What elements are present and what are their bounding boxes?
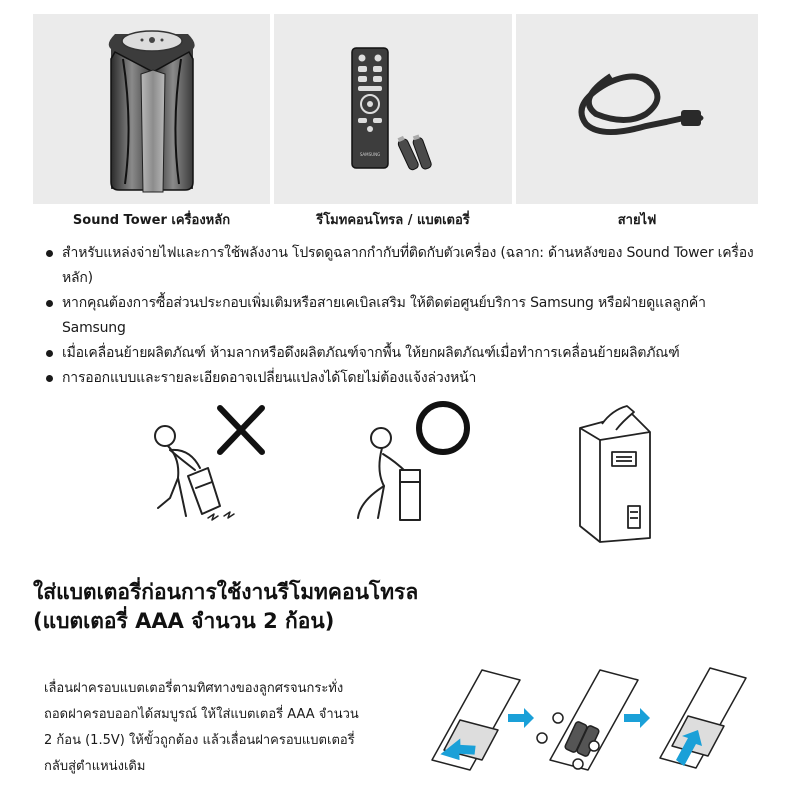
- power-cord-icon: [516, 14, 758, 204]
- instruction-line: กลับสู่ตำแหน่งเดิม: [44, 759, 146, 774]
- remote-control-icon: [274, 14, 512, 204]
- note-text: เมื่อเคลื่อนย้ายผลิตภัณฑ์ ห้ามลากหรือดึงผลิตภัณฑ์จากพื้น ให้ยกผลิตภัณฑ์เมื่อทำการเคลื่อนย้ายผลิตภัณฑ์: [62, 345, 680, 361]
- note-item: [44, 366, 764, 391]
- page-heading: [33, 578, 418, 636]
- instruction-line: ถอดฝาครอบออกได้สมบูรณ์ ให้ใส่แบตเตอรี่ AAA จำนวน: [44, 707, 359, 722]
- bullet-icon: [46, 250, 53, 257]
- speaker-panel: [33, 14, 270, 204]
- battery-instructions: [44, 676, 414, 780]
- caption-power-cord: สายไฟ: [617, 213, 657, 228]
- heading-line-2: (แบตเตอรี่ AAA จำนวน 2 ก้อน): [33, 609, 335, 633]
- caption-speaker: Sound Tower เครื่องหลัก: [72, 213, 231, 228]
- heading-line-1: ใส่แบตเตอรี่ก่อนการใช้งานรีโมทคอนโทรล: [33, 580, 419, 604]
- cord-panel: [516, 14, 758, 204]
- bullet-icon: [46, 350, 53, 357]
- note-item: [44, 241, 764, 291]
- cross-icon: [220, 408, 262, 452]
- caption-remote: รีโมทคอนโทรล / แบตเตอรี่: [316, 213, 470, 228]
- note-text: หากคุณต้องการซื้อส่วนประกอบเพิ่มเติมหรือสายเคเบิลเสริม ให้ติดต่อศูนย์บริการ Samsung หรือฝ่ายดูแลลูกค้า Samsung: [62, 295, 706, 336]
- battery-steps-illustration: [420, 660, 760, 790]
- remote-panel: [274, 14, 512, 204]
- lifting-correct-illustration: [348, 396, 478, 536]
- note-item: [44, 291, 764, 341]
- circle-icon: [419, 404, 467, 452]
- note-text: สำหรับแหล่งจ่ายไฟและการใช้พลังงาน โปรดดูฉลากกำกับที่ติดกับตัวเครื่อง (ฉลาก: ด้านหลังของ Sound Tower เครื่องหลัก): [62, 245, 754, 286]
- notes-list: [44, 241, 764, 391]
- note-item: [44, 341, 764, 366]
- dragging-wrong-illustration: [140, 398, 280, 528]
- instruction-line: 2 ก้อน (1.5V) ให้ขั้วถูกต้อง แล้วเลื่อนฝาครอบแบตเตอรี่: [44, 733, 355, 748]
- bullet-icon: [46, 300, 53, 307]
- bullet-icon: [46, 375, 53, 382]
- note-text: การออกแบบและรายละเอียดอาจเปลี่ยนแปลงได้โดยไม่ต้องแจ้งล่วงหน้า: [62, 370, 477, 386]
- speaker-icon: [33, 14, 270, 204]
- instruction-line: เลื่อนฝาครอบแบตเตอรี่ตามทิศทางของลูกศรจนกระทั่ง: [44, 681, 344, 696]
- handle-grip-illustration: [572, 400, 662, 545]
- remote-logo: SAMSUNG: [359, 152, 381, 157]
